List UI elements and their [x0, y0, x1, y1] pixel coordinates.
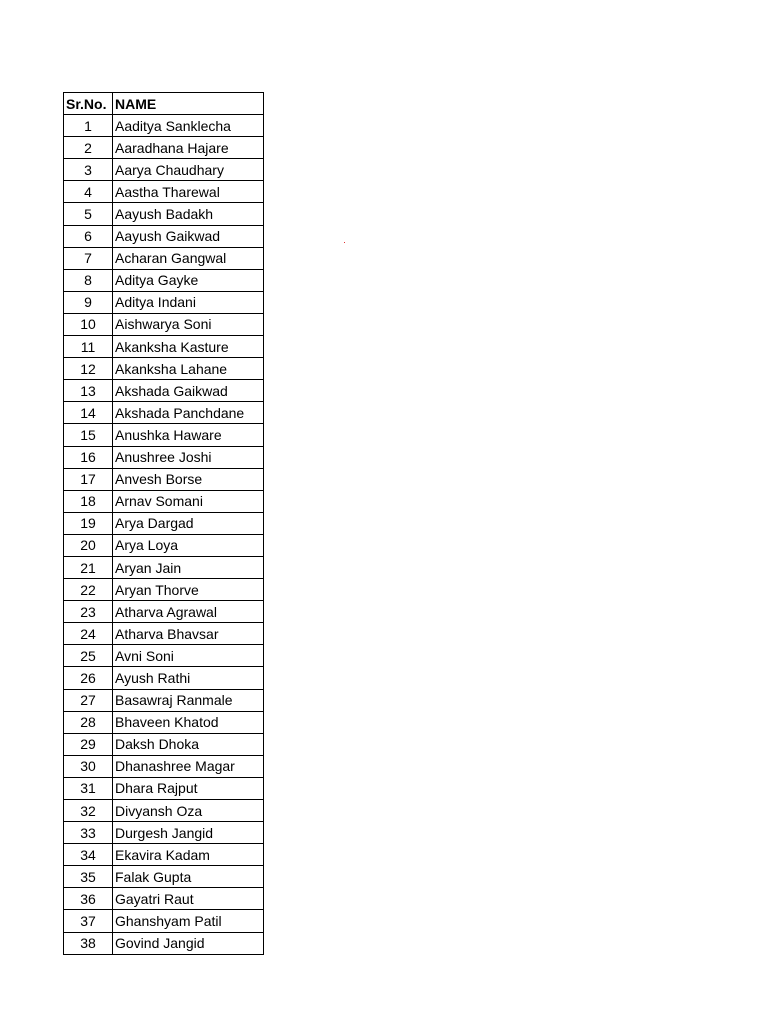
table-row: [64, 358, 264, 380]
name-cell: Aastha Tharewal: [113, 181, 264, 203]
sr-no-cell: 5: [64, 203, 113, 225]
table-row: [64, 203, 264, 225]
table-row: [64, 711, 264, 733]
name-cell: Aryan Jain: [113, 556, 264, 578]
name-cell: Acharan Gangwal: [113, 247, 264, 269]
table-row: [64, 380, 264, 402]
table-row: [64, 755, 264, 777]
table-row: [64, 446, 264, 468]
name-cell: Aditya Indani: [113, 291, 264, 313]
name-cell: Ayush Rathi: [113, 667, 264, 689]
sr-no-header: Sr.No.: [64, 93, 113, 115]
table-row: [64, 247, 264, 269]
sr-no-cell: 25: [64, 645, 113, 667]
header-row: [64, 93, 264, 115]
name-cell: Aditya Gayke: [113, 269, 264, 291]
name-cell: Dhara Rajput: [113, 777, 264, 799]
name-cell: Arnav Somani: [113, 490, 264, 512]
name-cell: Falak Gupta: [113, 866, 264, 888]
name-cell: Anushree Joshi: [113, 446, 264, 468]
sr-no-cell: 33: [64, 822, 113, 844]
name-cell: Akanksha Lahane: [113, 358, 264, 380]
table-row: [64, 313, 264, 335]
name-cell: Atharva Agrawal: [113, 601, 264, 623]
name-cell: Gayatri Raut: [113, 888, 264, 910]
name-header: NAME: [113, 93, 264, 115]
table-row: [64, 822, 264, 844]
name-cell: Akanksha Kasture: [113, 336, 264, 358]
name-cell: Ghanshyam Patil: [113, 910, 264, 932]
sr-no-cell: 19: [64, 512, 113, 534]
sr-no-cell: 23: [64, 601, 113, 623]
sr-no-cell: 28: [64, 711, 113, 733]
table-row: [64, 336, 264, 358]
table-row: [64, 844, 264, 866]
sr-no-cell: 4: [64, 181, 113, 203]
name-cell: Akshada Panchdane: [113, 402, 264, 424]
name-cell: Aarya Chaudhary: [113, 159, 264, 181]
name-cell: Aaradhana Hajare: [113, 137, 264, 159]
table-row: [64, 137, 264, 159]
name-cell: Avni Soni: [113, 645, 264, 667]
sr-no-cell: 14: [64, 402, 113, 424]
name-cell: Arya Dargad: [113, 512, 264, 534]
name-cell: Divyansh Oza: [113, 800, 264, 822]
table-row: [64, 667, 264, 689]
sr-no-cell: 15: [64, 424, 113, 446]
name-cell: Daksh Dhoka: [113, 733, 264, 755]
table-row: [64, 800, 264, 822]
sr-no-cell: 8: [64, 269, 113, 291]
sr-no-cell: 29: [64, 733, 113, 755]
table-row: [64, 159, 264, 181]
sr-no-cell: 17: [64, 468, 113, 490]
stray-red-dot: [344, 242, 345, 243]
sr-no-cell: 38: [64, 932, 113, 954]
table-row: [64, 623, 264, 645]
table-row: [64, 291, 264, 313]
sr-no-cell: 2: [64, 137, 113, 159]
sr-no-cell: 12: [64, 358, 113, 380]
sr-no-cell: 7: [64, 247, 113, 269]
sr-no-cell: 36: [64, 888, 113, 910]
table-row: [64, 402, 264, 424]
sr-no-cell: 34: [64, 844, 113, 866]
name-cell: Atharva Bhavsar: [113, 623, 264, 645]
sr-no-cell: 11: [64, 336, 113, 358]
table-body: [64, 115, 264, 955]
sr-no-cell: 16: [64, 446, 113, 468]
student-list-table: [63, 92, 264, 955]
table-row: [64, 468, 264, 490]
sr-no-cell: 3: [64, 159, 113, 181]
sr-no-cell: 24: [64, 623, 113, 645]
sr-no-cell: 37: [64, 910, 113, 932]
table-row: [64, 512, 264, 534]
name-cell: Govind Jangid: [113, 932, 264, 954]
table-row: [64, 269, 264, 291]
name-cell: Aayush Badakh: [113, 203, 264, 225]
table-row: [64, 601, 264, 623]
table-row: [64, 866, 264, 888]
sr-no-cell: 22: [64, 579, 113, 601]
sr-no-cell: 6: [64, 225, 113, 247]
name-cell: Durgesh Jangid: [113, 822, 264, 844]
table-row: [64, 115, 264, 137]
sr-no-cell: 35: [64, 866, 113, 888]
table-row: [64, 910, 264, 932]
sr-no-cell: 1: [64, 115, 113, 137]
name-cell: Arya Loya: [113, 534, 264, 556]
sr-no-cell: 32: [64, 800, 113, 822]
name-cell: Aayush Gaikwad: [113, 225, 264, 247]
sr-no-cell: 21: [64, 556, 113, 578]
sr-no-cell: 30: [64, 755, 113, 777]
sr-no-cell: 20: [64, 534, 113, 556]
name-cell: Dhanashree Magar: [113, 755, 264, 777]
name-cell: Bhaveen Khatod: [113, 711, 264, 733]
sr-no-cell: 26: [64, 667, 113, 689]
table-row: [64, 689, 264, 711]
sr-no-cell: 10: [64, 313, 113, 335]
table-row: [64, 490, 264, 512]
name-cell: Aaditya Sanklecha: [113, 115, 264, 137]
name-cell: Anvesh Borse: [113, 468, 264, 490]
sr-no-cell: 18: [64, 490, 113, 512]
table-row: [64, 225, 264, 247]
table-row: [64, 888, 264, 910]
name-cell: Anushka Haware: [113, 424, 264, 446]
sr-no-cell: 27: [64, 689, 113, 711]
sr-no-cell: 13: [64, 380, 113, 402]
table-row: [64, 733, 264, 755]
table-row: [64, 181, 264, 203]
table-row: [64, 424, 264, 446]
table-row: [64, 579, 264, 601]
table-row: [64, 932, 264, 954]
sr-no-cell: 31: [64, 777, 113, 799]
name-cell: Akshada Gaikwad: [113, 380, 264, 402]
table-row: [64, 534, 264, 556]
table-row: [64, 645, 264, 667]
name-cell: Basawraj Ranmale: [113, 689, 264, 711]
table-row: [64, 777, 264, 799]
name-cell: Ekavira Kadam: [113, 844, 264, 866]
name-cell: Aryan Thorve: [113, 579, 264, 601]
sr-no-cell: 9: [64, 291, 113, 313]
table-row: [64, 556, 264, 578]
name-cell: Aishwarya Soni: [113, 313, 264, 335]
